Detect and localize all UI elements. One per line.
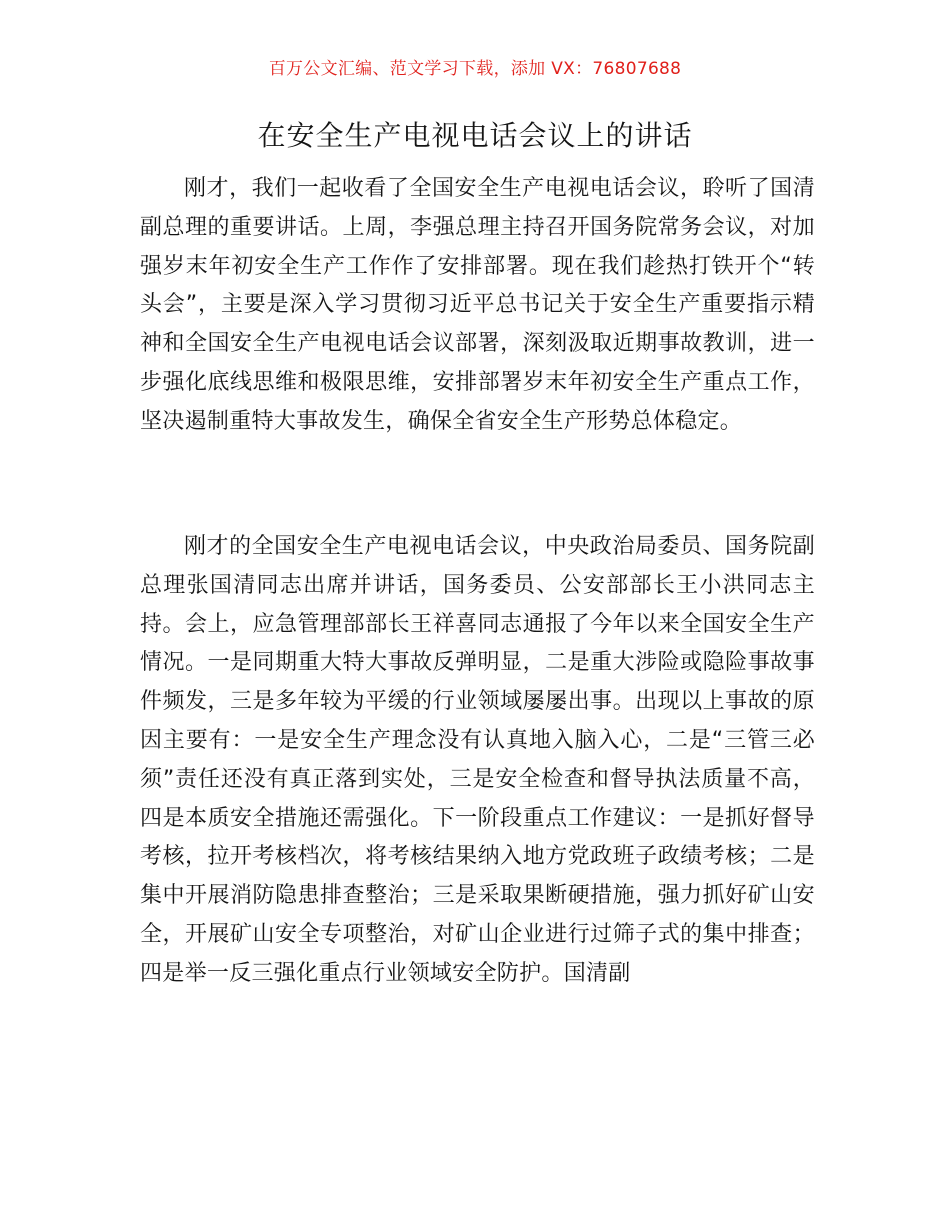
paragraph-2: 刚才的全国安全生产电视电话会议，中央政治局委员、国务院副总理张国清同志出席并讲话，国务委员、公安部部长王小洪同志主持。会上，应急管理部部长王祥喜同志通报了今年以来全国安全生产情况。一是同期重大特大事故反弹明显，二是重大涉险或隐险事故事件频发，三是多年较为平缓的行业领域屡屡出事。出现以上事故的原因主要有：一是安全生产理念没有认真地入脑入心，二是“三管三必须”责任还没有真正落到实处，三是安全检查和督导执法质量不高，四是本质安全措施还需强化。下一阶段重点工作建议：一是抓好督导考核，拉开考核档次，将考核结果纳入地方党政班子政绩考核；二是集中开展消防隐患排查整治；三是采取果断硬措施，强力抓好矿山安全，开展矿山安全专项整治，对矿山企业进行过筛子式的集中排查；四是举一反三强化重点行业领域安全防护。国清副 <box>140 534 815 986</box>
paragraph-1: 刚才，我们一起收看了全国安全生产电视电话会议，聆听了国清副总理的重要讲话。上周，李强总理主持召开国务院常务会议，对加强岁末年初安全生产工作作了安排部署。现在我们趁热打铁开个“转头会”，主要是深入学习贯彻习近平总书记关于安全生产重要指示精神和全国安全生产电视电话会议部署，深刻汲取近期事故教训，进一步强化底线思维和极限思维，安排部署岁末年初安全生产重点工作，坚决遏制重特大事故发生，确保全省安全生产形势总体稳定。 <box>140 176 815 434</box>
document-title: 在安全生产电视电话会议上的讲话 <box>257 119 693 152</box>
promo-header: 百万公文汇编、范文学习下载，添加 VX：76807688 <box>268 59 682 79</box>
